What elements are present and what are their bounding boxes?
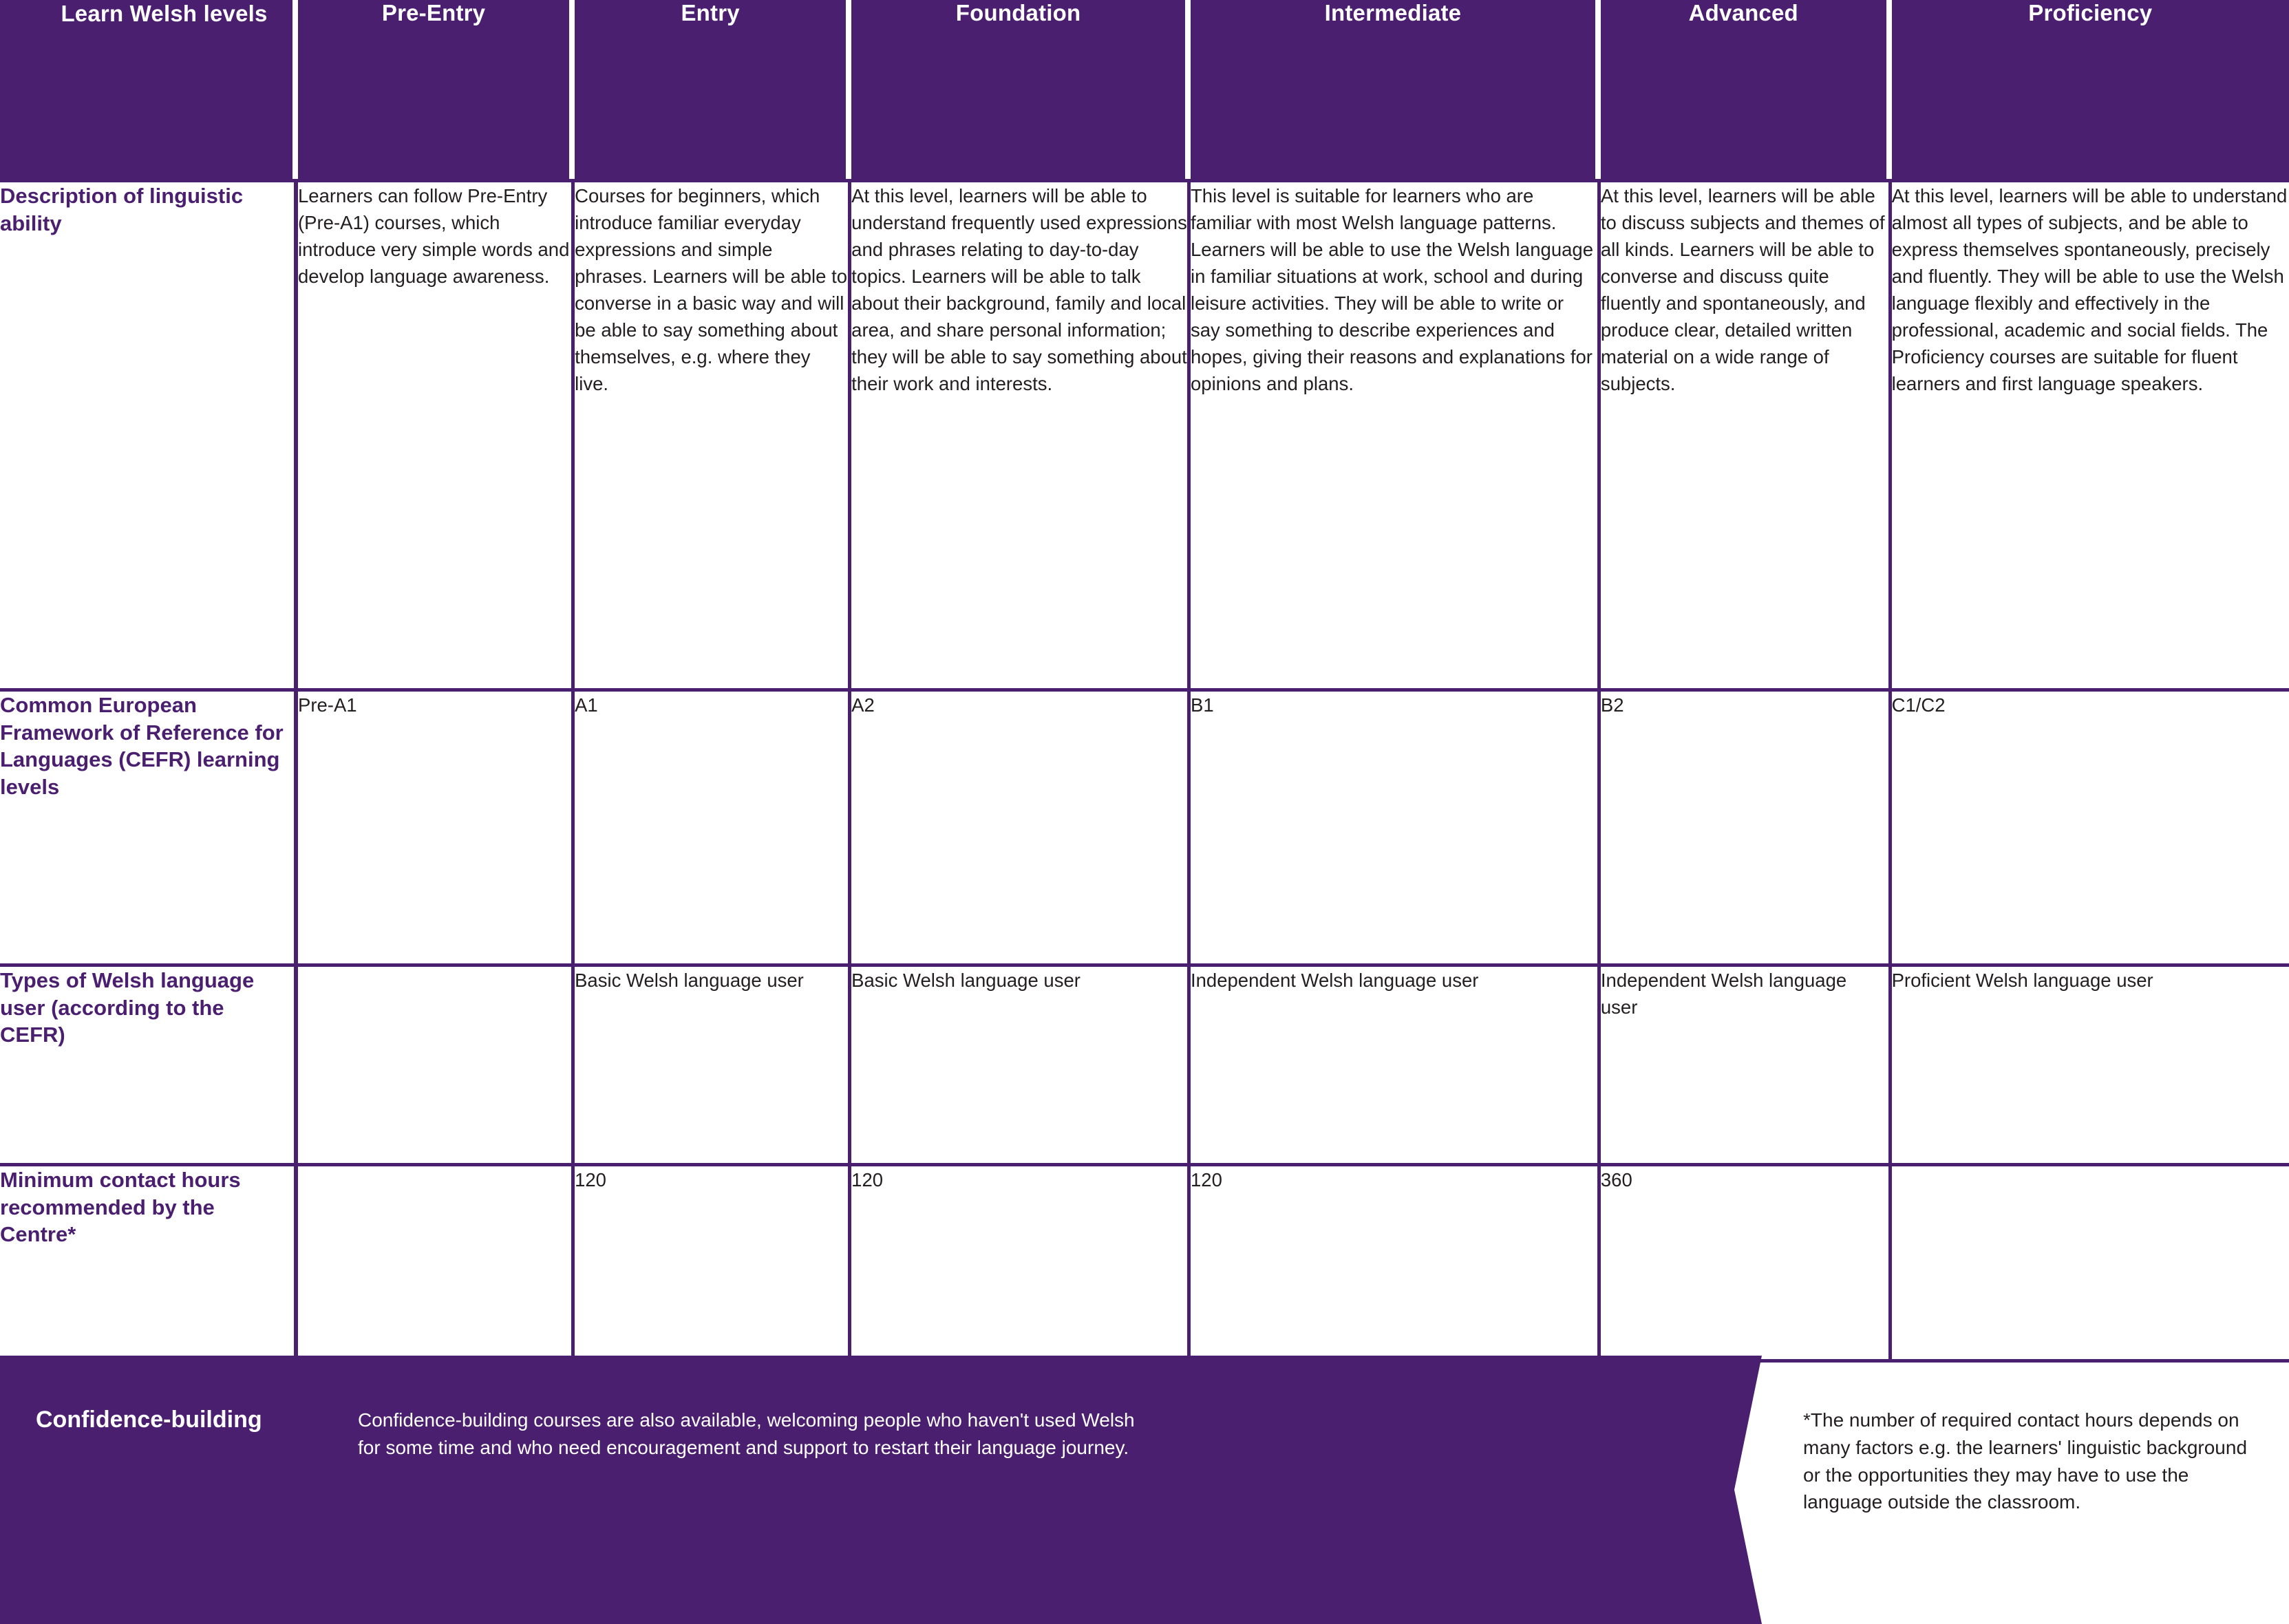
contact-hours-footnote: *The number of required contact hours depends on many factors e.g. the learners' linguistic background or the opportunities they may have to use the language outside the classroom. bbox=[1803, 1409, 2248, 1513]
row-label-contact-hours: Minimum contact hours recommended by the Centre* bbox=[0, 1163, 298, 1363]
cell-user-type-intermediate: Independent Welsh language user bbox=[1191, 963, 1601, 1163]
confidence-building-banner bbox=[0, 1356, 2289, 1624]
cell-description-entry: Courses for beginners, which introduce familiar everyday expressions and simple phrases. Learners will be able to converse in a basic way and will be able to say something about themselves, e.g. where they live. bbox=[575, 179, 851, 688]
cell-cefr-proficiency: C1/C2 bbox=[1892, 688, 2289, 963]
cell-hours-intermediate: 120 bbox=[1191, 1163, 1601, 1363]
header-level-proficiency: Proficiency bbox=[1892, 0, 2289, 179]
cell-description-intermediate: This level is suitable for learners who are familiar with most Welsh language patterns. Learners will be able to use the Welsh language in familiar situations at work, school and during leisure activities. They will be able to write or say something to describe experiences and hopes, giving their reasons and explanations for opinions and plans. bbox=[1191, 179, 1601, 688]
cell-cefr-advanced: B2 bbox=[1601, 688, 1892, 963]
cell-user-type-pre-entry bbox=[298, 963, 575, 1163]
cell-user-type-entry: Basic Welsh language user bbox=[575, 963, 851, 1163]
row-label-cefr: Common European Framework of Reference for Languages (CEFR) learning levels bbox=[0, 688, 298, 963]
cell-hours-foundation: 120 bbox=[851, 1163, 1191, 1363]
cell-hours-proficiency bbox=[1892, 1163, 2289, 1363]
table-header-row bbox=[0, 0, 2289, 179]
cell-cefr-foundation: A2 bbox=[851, 688, 1191, 963]
table-row-cefr bbox=[0, 688, 2289, 963]
cell-description-foundation: At this level, learners will be able to understand frequently used expressions and phrases relating to day-to-day topics. Learners will be able to talk about their background, family and local area, and share personal information; they will be able to say something about their work and interests. bbox=[851, 179, 1191, 688]
table-row-user-types bbox=[0, 963, 2289, 1163]
row-label-user-types: Types of Welsh language user (according to the CEFR) bbox=[0, 963, 298, 1163]
banner-text: Confidence-building courses are also available, welcoming people who haven't used Welsh for some time and who need encouragement and support to restart their language journey. bbox=[358, 1409, 1135, 1458]
cell-cefr-entry: A1 bbox=[575, 688, 851, 963]
header-level-intermediate: Intermediate bbox=[1191, 0, 1601, 179]
cell-description-advanced: At this level, learners will be able to discuss subjects and themes of all kinds. Learners will be able to converse and discuss quite fluently and spontaneously, and produce clear, detailed written material on a wide range of subjects. bbox=[1601, 179, 1892, 688]
table-row-description bbox=[0, 179, 2289, 688]
cell-cefr-intermediate: B1 bbox=[1191, 688, 1601, 963]
cell-description-pre-entry: Learners can follow Pre-Entry (Pre-A1) courses, which introduce very simple words and develop language awareness. bbox=[298, 179, 575, 688]
row-label-description: Description of linguistic ability bbox=[0, 179, 298, 688]
cell-hours-entry: 120 bbox=[575, 1163, 851, 1363]
cell-user-type-proficiency: Proficient Welsh language user bbox=[1892, 963, 2289, 1163]
header-level-advanced: Advanced bbox=[1601, 0, 1892, 179]
header-level-entry: Entry bbox=[575, 0, 851, 179]
header-learn-welsh-levels: Learn Welsh levels bbox=[0, 0, 298, 179]
cell-cefr-pre-entry: Pre-A1 bbox=[298, 688, 575, 963]
header-level-pre-entry: Pre-Entry bbox=[298, 0, 575, 179]
cell-user-type-advanced: Independent Welsh language user bbox=[1601, 963, 1892, 1163]
cell-hours-advanced: 360 bbox=[1601, 1163, 1892, 1363]
cell-description-proficiency: At this level, learners will be able to understand almost all types of subjects, and be able to express themselves spontaneously, precisely and fluently. They will be able to use the Welsh language flexibly and effectively in the professional, academic and social fields. The Proficiency courses are suitable for fluent learners and first language speakers. bbox=[1892, 179, 2289, 688]
cell-user-type-foundation: Basic Welsh language user bbox=[851, 963, 1191, 1163]
cell-hours-pre-entry bbox=[298, 1163, 575, 1363]
table-row-contact-hours bbox=[0, 1163, 2289, 1363]
header-level-foundation: Foundation bbox=[851, 0, 1191, 179]
banner-title: Confidence-building bbox=[36, 1407, 262, 1433]
